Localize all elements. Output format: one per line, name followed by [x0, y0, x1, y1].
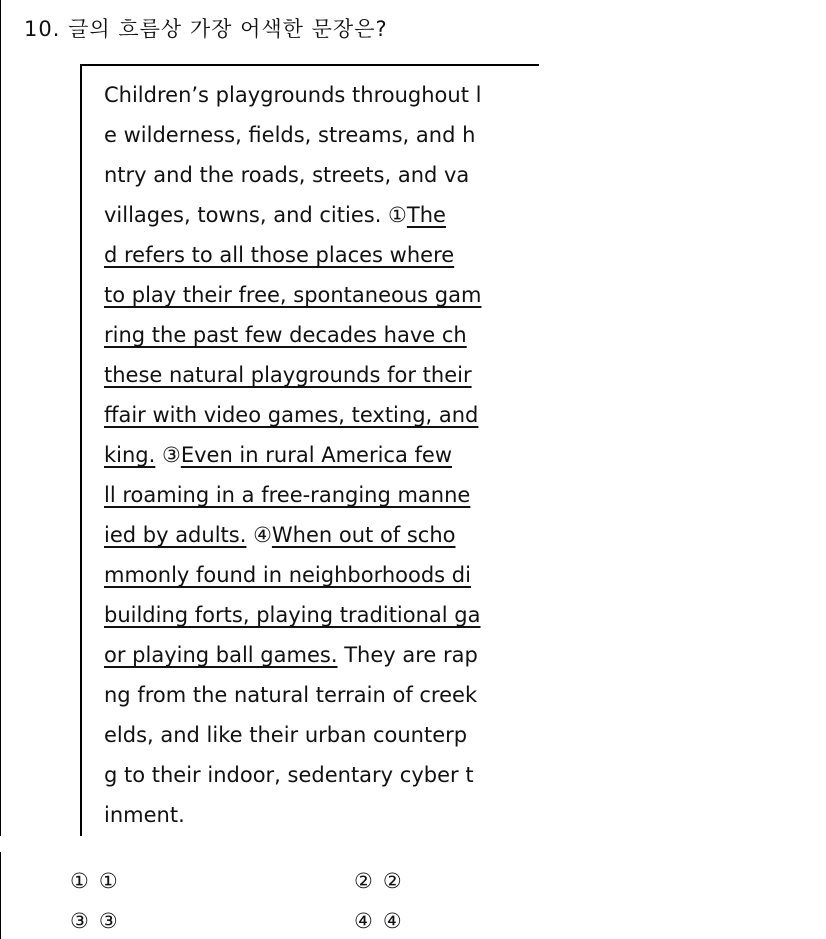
- underlined-segment: When out of scho: [271, 523, 456, 547]
- underlined-segment: building forts, playing traditional ga: [104, 603, 481, 627]
- left-margin-rule-lower: [0, 852, 1, 939]
- passage-line: [104, 520, 481, 560]
- text-segment: ③: [155, 443, 181, 467]
- choice-label: ①: [98, 869, 118, 893]
- choice-3[interactable]: [70, 906, 354, 936]
- passage-line: [104, 480, 481, 520]
- passage-box: [80, 64, 539, 836]
- choice-1[interactable]: [70, 866, 354, 896]
- text-segment: They are rap: [337, 643, 478, 667]
- passage-line: [104, 760, 481, 800]
- passage-line: [104, 240, 481, 280]
- underlined-segment: to play their free, spontaneous gam: [104, 283, 482, 307]
- passage-line: [104, 200, 481, 240]
- choice-number: ①: [70, 869, 89, 893]
- choice-label: ④: [382, 909, 402, 933]
- choice-number: ③: [70, 909, 89, 933]
- passage-line: [104, 160, 481, 200]
- underlined-segment: d refers to all those places where: [104, 243, 455, 267]
- passage-text: [104, 80, 481, 836]
- left-margin-rule: [0, 0, 1, 836]
- passage-line: [104, 440, 481, 480]
- text-segment: ④: [246, 523, 272, 547]
- text-segment: inment.: [104, 803, 185, 827]
- underlined-segment: The: [406, 203, 446, 227]
- underlined-segment: ffair with video games, texting, and: [104, 403, 479, 427]
- underlined-segment: mmonly found in neighborhoods di: [104, 563, 471, 587]
- underlined-segment: ring the past few decades have ch: [104, 323, 467, 347]
- passage-line: [104, 720, 481, 760]
- passage-line: [104, 560, 481, 600]
- passage-line: [104, 320, 481, 360]
- answer-choices: [70, 866, 770, 936]
- passage-line: [104, 80, 481, 120]
- text-segment: ntry and the roads, streets, and va: [104, 163, 470, 187]
- text-segment: Children’s playgrounds throughout l: [104, 83, 482, 107]
- choice-number: ④: [354, 909, 373, 933]
- passage-line: [104, 360, 481, 400]
- text-segment: g to their indoor, sedentary cyber t: [104, 763, 474, 787]
- choice-4[interactable]: [354, 906, 638, 936]
- underlined-segment: Even in rural America few: [180, 443, 452, 467]
- passage-line: [104, 640, 481, 680]
- passage-line: [104, 280, 481, 320]
- text-segment: e wilderness, fields, streams, and h: [104, 123, 476, 147]
- underlined-segment: these natural playgrounds for their: [104, 363, 472, 387]
- passage-line: [104, 800, 481, 836]
- text-segment: ng from the natural terrain of creek: [104, 683, 478, 707]
- choice-number: ②: [354, 869, 373, 893]
- text-segment: elds, and like their urban counterp: [104, 723, 468, 747]
- choice-label: ②: [382, 869, 402, 893]
- choice-2[interactable]: [354, 866, 638, 896]
- passage-line: [104, 680, 481, 720]
- passage-line: [104, 120, 481, 160]
- text-segment: ①: [388, 203, 407, 227]
- passage-line: [104, 400, 481, 440]
- passage-line: [104, 600, 481, 640]
- text-segment: villages, towns, and cities.: [104, 203, 389, 227]
- choice-label: ③: [98, 909, 118, 933]
- underlined-segment: king.: [104, 443, 156, 467]
- underlined-segment: or playing ball games.: [104, 643, 338, 667]
- underlined-segment: ied by adults.: [104, 523, 247, 547]
- underlined-segment: ll roaming in a free-ranging manne: [104, 483, 471, 507]
- question-title: 10. 글의 흐름상 가장 어색한 문장은?: [24, 17, 388, 41]
